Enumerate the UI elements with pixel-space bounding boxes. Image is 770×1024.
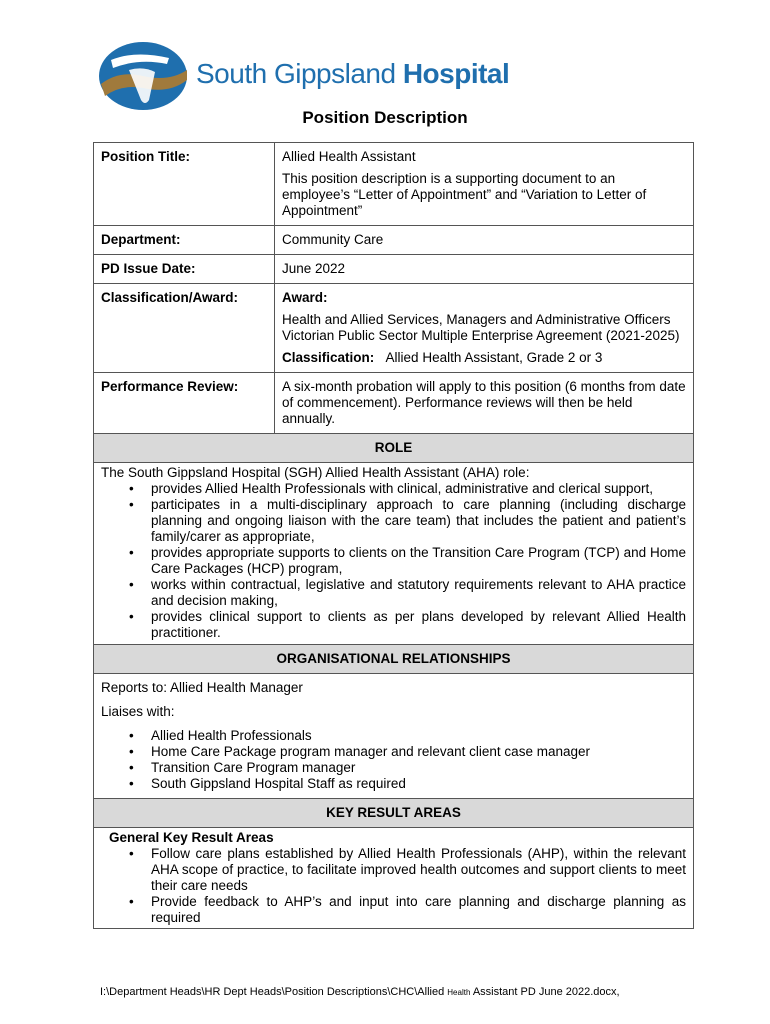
classification-value: Allied Health Assistant, Grade 2 or 3 [385, 350, 603, 365]
footer-path-text: I:\Department Heads\HR Dept Heads\Position Descriptions\CHC\Allied [100, 986, 448, 998]
classification-line [282, 350, 686, 366]
classification-label: Classification/Award: [94, 284, 275, 373]
classification-row [94, 284, 694, 373]
liaises-item: • Transition Care Program manager [151, 760, 686, 776]
classification-cell [275, 284, 694, 373]
department-label: Department: [94, 226, 275, 255]
hospital-name-light: South Gippsland [196, 58, 403, 89]
kra-subheading: General Key Result Areas [109, 830, 274, 845]
pd-issue-label: PD Issue Date: [94, 255, 275, 284]
role-heading: ROLE [94, 434, 694, 463]
role-item: • provides Allied Health Professionals with clinical, administrative and clerical support, [151, 481, 686, 497]
role-list [101, 481, 686, 641]
performance-label: Performance Review: [94, 373, 275, 434]
department-row [94, 226, 694, 255]
liaises-item: • Allied Health Professionals [151, 728, 686, 744]
award-text: Health and Allied Services, Managers and Administrative Officers Victorian Public Sector Multiple Enterprise Agreement (2021-2025) [282, 312, 680, 343]
role-item: • participates in a multi-disciplinary approach to care planning (including discharge planning and ongoing liaison with the care team) that includes the patient and patient’s family/carer as appropriate, [151, 497, 686, 545]
kra-list [101, 846, 686, 926]
reports-to: Reports to: Allied Health Manager [101, 680, 303, 695]
hospital-name [196, 58, 509, 90]
performance-row [94, 373, 694, 434]
role-intro: The South Gippsland Hospital (SGH) Allied Health Assistant (AHA) role: [101, 465, 530, 480]
liaises-item: • South Gippsland Hospital Staff as required [151, 776, 686, 792]
position-title-label: Position Title: [94, 143, 275, 226]
liaises-list [101, 728, 686, 792]
position-title-row [94, 143, 694, 226]
role-item: • works within contractual, legislative and statutory requirements relevant to AHA practice and decision making, [151, 577, 686, 609]
relationships-header-row [94, 645, 694, 674]
kra-body-row [94, 828, 694, 929]
role-header-row [94, 434, 694, 463]
performance-value: A six-month probation will apply to this position (6 months from date of commencement). Performance reviews will then be held annually. [275, 373, 694, 434]
kra-header-row [94, 799, 694, 828]
relationships-body-row [94, 674, 694, 799]
footer-path [100, 986, 620, 998]
classification-heading: Classification: [282, 350, 375, 365]
position-table [93, 142, 694, 929]
kra-heading: KEY RESULT AREAS [94, 799, 694, 828]
position-title-value: Allied Health Assistant [282, 149, 416, 164]
role-item: • provides clinical support to clients as per plans developed by relevant Allied Health practitioner. [151, 609, 686, 641]
relationships-heading: ORGANISATIONAL RELATIONSHIPS [94, 645, 694, 674]
document-title: Position Description [302, 108, 468, 127]
pd-issue-value: June 2022 [275, 255, 694, 284]
liaises-with: Liaises with: [101, 704, 175, 719]
award-heading: Award: [282, 290, 328, 305]
relationships-body [94, 674, 694, 799]
kra-item: • Follow care plans established by Allied Health Professionals (AHP), within the relevant AHA scope of practice, to facilitate improved health outcomes and support clients to meet their care needs [151, 846, 686, 894]
kra-body [94, 828, 694, 929]
footer-path-small: Health [447, 988, 471, 997]
role-body [94, 463, 694, 645]
hospital-name-bold: Hospital [402, 58, 510, 89]
position-title-cell [275, 143, 694, 226]
role-item: • provides appropriate supports to clients on the Transition Care Program (TCP) and Home Care Packages (HCP) program, [151, 545, 686, 577]
footer-path-rest: Assistant PD June 2022.docx, [470, 986, 620, 998]
position-title-note: This position description is a supporting document to an employee’s “Letter of Appointment” and “Variation to Letter of Appointment” [282, 171, 647, 218]
liaises-item: • Home Care Package program manager and relevant client case manager [151, 744, 686, 760]
pd-issue-row [94, 255, 694, 284]
kra-item: • Provide feedback to AHP’s and input into care planning and discharge planning as required [151, 894, 686, 926]
department-value: Community Care [275, 226, 694, 255]
role-body-row [94, 463, 694, 645]
